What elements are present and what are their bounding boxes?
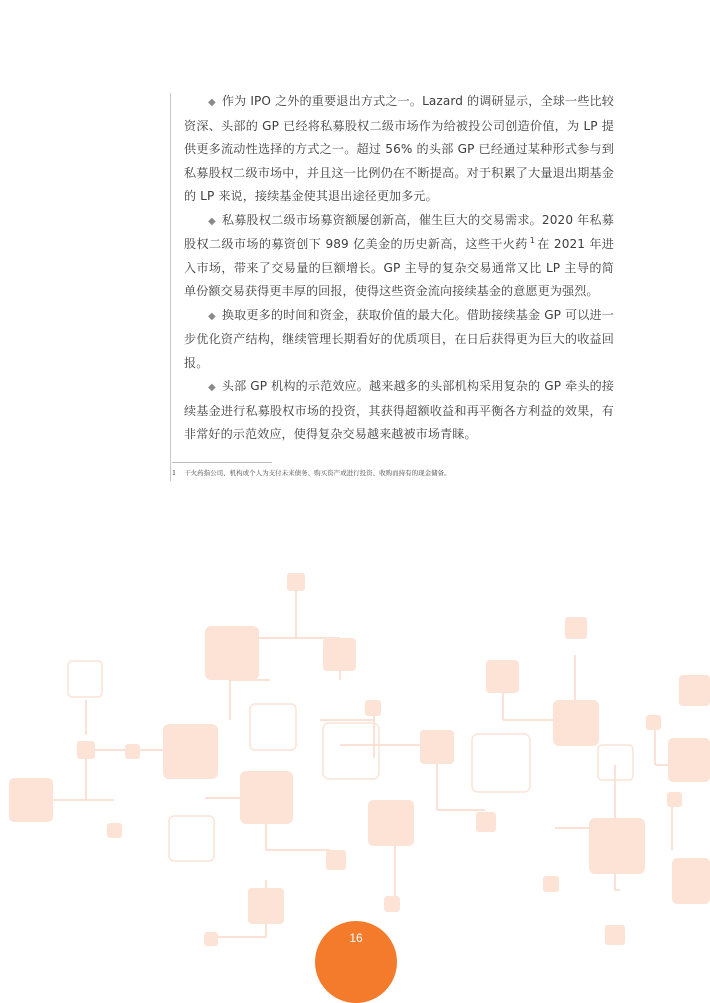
diamond-bullet-icon: ◆ xyxy=(208,382,216,393)
paragraph-2 xyxy=(184,209,614,304)
diamond-bullet-icon: ◆ xyxy=(208,215,216,227)
diamond-bullet-icon: ◆ xyxy=(208,97,216,108)
left-margin-rule xyxy=(170,93,171,481)
page-number: 16 xyxy=(349,931,363,945)
paragraph-4-text: 头部 GP 机构的示范效应。越来越多的头部机构采用复杂的 GP 牵头的接续基金进行私募股权市场的投资，其获得超额收益和再平衡各方利益的效果，有非常好的示范效应，使得复杂交易越来越被市场青睐。 xyxy=(184,379,615,441)
paragraph-3 xyxy=(184,304,614,376)
footnote-text: 干火药指公司、机构或个人为支付未来债务、购买资产或进行投资、收购而持有的现金储备。 xyxy=(184,469,451,477)
paragraph-4 xyxy=(184,375,614,447)
footnote-reference[interactable]: 1 xyxy=(529,235,535,245)
paragraph-3-text: 换取更多的时间和资金，获取价值的最大化。借助接续基金 GP 可以进一步优化资产结构，继续管理长期看好的优质项目，在日后获得更为巨大的收益回报。 xyxy=(184,307,614,370)
network-decoration-graphic xyxy=(0,560,710,963)
paragraph-1-text: 作为 IPO 之外的重要退出方式之一。Lazard 的调研显示，全球一些比较资深、头部的 GP 已经将私募股权二级市场作为给被投公司创造价值，为 LP 提供更多流动性选择的方式之一。超过 56% 的头部 GP 已经通过某种形式参与到私募股权二级市场中，并且这一比例仍在不断提高。对于积累了大量退出期基金的 LP 来说，接续基金使其退出途径更加多元。 xyxy=(184,94,614,203)
footnote xyxy=(172,468,451,477)
footnote-divider xyxy=(172,462,272,463)
body-text xyxy=(184,90,614,447)
diamond-bullet-icon: ◆ xyxy=(208,310,216,322)
paragraph-2-text-before: 私募股权二级市场募资额屡创新高，催生巨大的交易需求。2020 年私募股权二级市场的募资创下 989 亿美金的历史新高，这些干火药 xyxy=(184,212,614,251)
paragraph-2-text-after: 在 2021 年进入市场，带来了交易量的巨额增长。GP 主导的复杂交易通常又比 LP 主导的简单份额交易获得更丰厚的回报，使得这些资金流向接续基金的意愿更为强烈。 xyxy=(184,237,614,298)
paragraph-1 xyxy=(184,90,614,209)
footnote-number: 1 xyxy=(172,469,177,477)
